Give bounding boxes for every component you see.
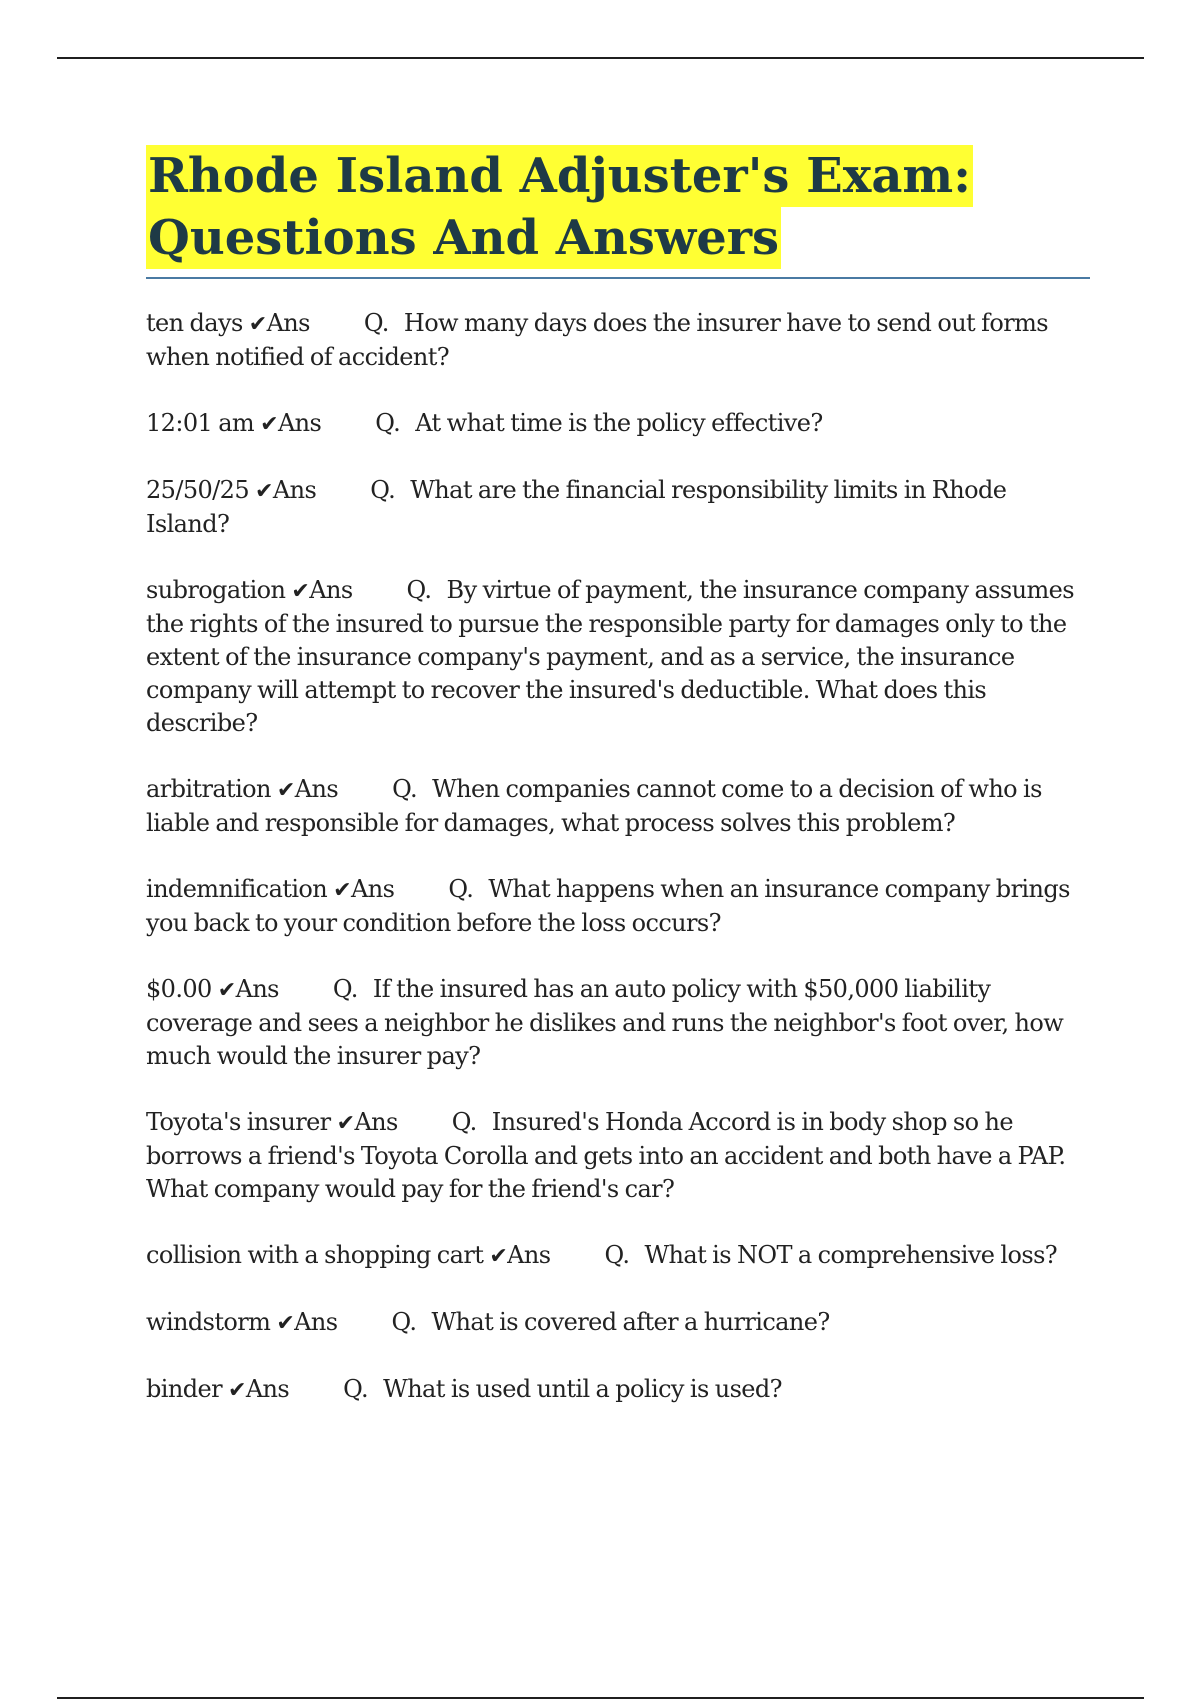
- answer-text: binder: [146, 1375, 222, 1403]
- qa-item: [146, 1306, 1090, 1340]
- question-text: How many days does the insurer have to send out forms when notified of accident?: [146, 309, 1048, 371]
- question-text: At what time is the policy effective?: [415, 409, 823, 437]
- qa-item: [146, 1239, 1090, 1273]
- qa-item: [146, 574, 1090, 740]
- page-bottom-rule: [57, 1697, 1144, 1699]
- q-label: Q.: [448, 875, 474, 903]
- question-text: By virtue of payment, the insurance company assumes the rights of the insured to pursue the responsible party for damages only to the extent of the insurance company's payment, and as a service, the insurance company will attempt to recover the insured's deductible. What does this describe?: [146, 576, 1074, 737]
- q-label: Q.: [604, 1241, 630, 1269]
- title-line-1: Rhode Island Adjuster's Exam:: [146, 145, 973, 207]
- check-icon: ✔: [333, 878, 352, 903]
- answer-text: 25/50/25: [146, 476, 249, 504]
- check-icon: ✔: [336, 1111, 355, 1136]
- check-icon: ✔: [489, 1244, 508, 1269]
- q-label: Q.: [451, 1108, 477, 1136]
- ans-label: Ans: [507, 1241, 551, 1269]
- qa-item: [146, 873, 1090, 940]
- answer-text: 12:01 am: [146, 409, 255, 437]
- answer-text: $0.00: [146, 975, 212, 1003]
- answer-text: indemnification: [146, 875, 328, 903]
- check-icon: ✔: [276, 778, 295, 803]
- qa-item: [146, 407, 1090, 441]
- check-icon: ✔: [227, 1378, 246, 1403]
- question-text: What is used until a policy is used?: [383, 1375, 782, 1403]
- qa-list: [146, 307, 1090, 1440]
- answer-text: collision with a shopping cart: [146, 1241, 484, 1269]
- qa-item: [146, 1373, 1090, 1407]
- ans-label: Ans: [266, 309, 310, 337]
- ans-label: Ans: [309, 576, 353, 604]
- qa-item: [146, 1106, 1090, 1206]
- question-text: What happens when an insurance company brings you back to your condition before the loss occurs?: [146, 875, 1070, 937]
- answer-text: subrogation: [146, 576, 286, 604]
- ans-label: Ans: [277, 409, 322, 437]
- question-text: What is covered after a hurricane?: [431, 1308, 830, 1336]
- check-icon: ✔: [255, 479, 273, 504]
- answer-text: arbitration: [146, 775, 271, 803]
- q-label: Q.: [343, 1375, 369, 1403]
- q-label: Q.: [406, 576, 432, 604]
- ans-label: Ans: [351, 875, 395, 903]
- answer-text: ten days: [146, 309, 243, 337]
- question-text: Insured's Honda Accord is in body shop so he borrows a friend's Toyota Corolla and gets into an accident and both have a PAP. What company would pay for the friend's car?: [146, 1108, 1066, 1203]
- check-icon: ✔: [276, 1311, 295, 1336]
- check-icon: ✔: [260, 412, 278, 437]
- answer-text: windstorm: [146, 1308, 271, 1336]
- ans-label: Ans: [272, 476, 317, 504]
- check-icon: ✔: [248, 312, 267, 337]
- page-top-rule: [57, 57, 1144, 59]
- q-label: Q.: [370, 476, 396, 504]
- check-icon: ✔: [217, 978, 236, 1003]
- question-text: What are the financial responsibility limits in Rhode Island?: [146, 476, 1007, 538]
- answer-text: Toyota's insurer: [146, 1108, 331, 1136]
- qa-item: [146, 307, 1090, 374]
- qa-item: [146, 474, 1090, 541]
- title-underline: [146, 277, 1090, 279]
- title-line-2: Questions And Answers: [146, 207, 781, 269]
- question-text: What is NOT a comprehensive loss?: [644, 1241, 1058, 1269]
- question-text: If the insured has an auto policy with $50,000 liability coverage and sees a neighbor he dislikes and runs the neighbor's foot over, how much would the insurer pay?: [146, 975, 1064, 1070]
- ans-label: Ans: [354, 1108, 398, 1136]
- q-label: Q.: [363, 309, 389, 337]
- ans-label: Ans: [294, 775, 339, 803]
- qa-item: [146, 973, 1090, 1073]
- q-label: Q.: [375, 409, 401, 437]
- ans-label: Ans: [245, 1375, 290, 1403]
- ans-label: Ans: [235, 975, 279, 1003]
- q-label: Q.: [392, 775, 417, 803]
- q-label: Q.: [332, 975, 358, 1003]
- document-title: [146, 145, 1090, 269]
- qa-item: [146, 773, 1090, 840]
- check-icon: ✔: [291, 579, 310, 604]
- q-label: Q.: [391, 1308, 417, 1336]
- ans-label: Ans: [294, 1308, 338, 1336]
- question-text: When companies cannot come to a decision of who is liable and responsible for damages, what process solves this problem?: [146, 775, 1042, 837]
